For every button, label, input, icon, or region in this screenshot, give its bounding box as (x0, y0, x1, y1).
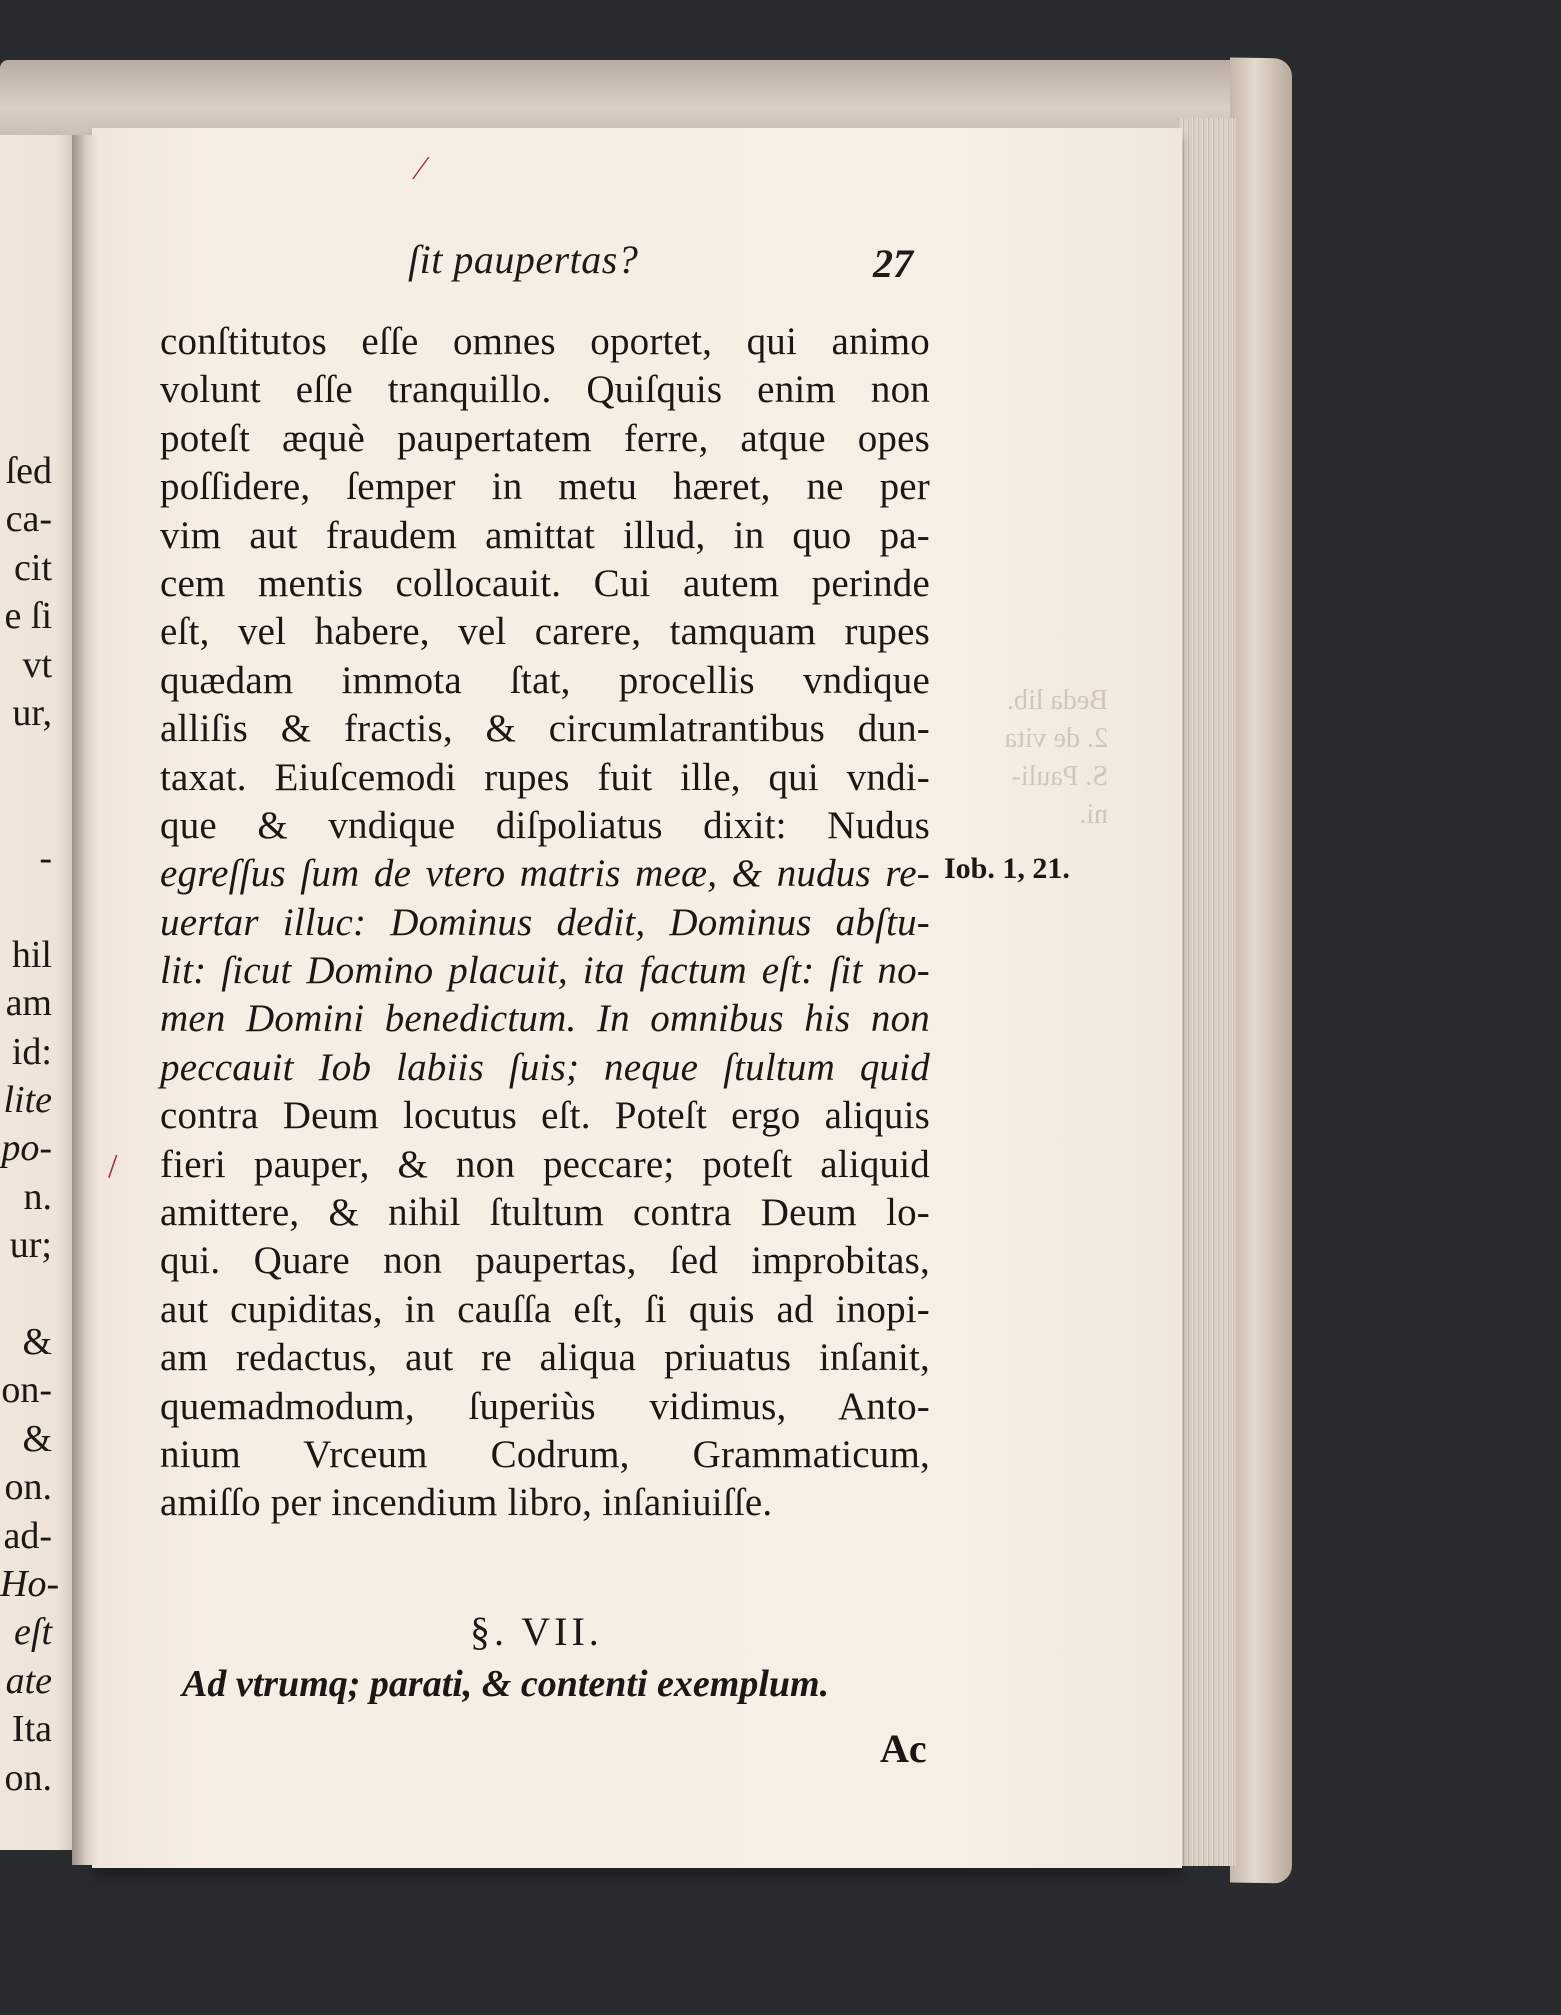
left-fragment: e ſi (4, 595, 52, 638)
text-line: quædam immota ſtat, procellis vndique (160, 658, 930, 702)
text-line: aut cupiditas, in cauſſa eſt, ſi quis ad inopi- (160, 1287, 930, 1331)
text-line: volunt eſſe tranquillo. Quiſquis enim non (160, 368, 930, 412)
left-fragment (0, 883, 52, 931)
left-fragment: on- (1, 1369, 52, 1412)
left-fragment: on. (4, 1466, 52, 1509)
pencil-mark-left: / (108, 1148, 118, 1185)
text-line: uertar illuc: Dominus dedit, Dominus abſtu- (160, 900, 930, 944)
running-head: ſit paupertas? (408, 237, 639, 282)
left-fragment (0, 1270, 52, 1318)
text-line: poſſidere, ſemper in metu hæret, ne per (160, 465, 930, 509)
text-line: amittere, & nihil ſtultum contra Deum lo- (160, 1191, 930, 1235)
left-fragment: ur, (12, 691, 52, 734)
text-line: men Domini benedictum. In omnibus his non (160, 997, 930, 1041)
text-line: nium Vrceum Codrum, Grammaticum, (160, 1432, 930, 1476)
text-line: fieri pauper, & non peccare; poteſt aliquid (160, 1142, 930, 1186)
text-line: cem mentis collocauit. Cui autem perinde (160, 561, 930, 605)
left-fragment: Ita (11, 1708, 52, 1751)
left-page-text-fragments (0, 447, 60, 1867)
text-line: egreſſus ſum de vtero matris meæ, & nudus re- (160, 852, 930, 896)
left-fragment: n. (23, 1175, 52, 1218)
section-title: Ad vtrumq; parati, & contenti exemplum. (182, 1663, 830, 1705)
text-line: quemadmodum, ſuperiùs vidimus, Anto- (160, 1384, 930, 1428)
left-fragment: ur; (9, 1224, 52, 1267)
text-line: poteſt æquè paupertatem ferre, atque opes (160, 416, 930, 460)
left-fragment: cit (14, 546, 52, 589)
left-fragment: vt (22, 643, 52, 686)
text-line: taxat. Eiuſcemodi rupes fuit ille, qui vndi- (160, 755, 930, 799)
left-fragment (0, 786, 52, 834)
left-fragment: eſt (14, 1611, 52, 1654)
left-fragment: ad- (3, 1514, 52, 1557)
text-line: alliſis & fractis, & circumlatrantibus dun- (160, 707, 930, 751)
left-page (0, 135, 82, 1850)
text-line: que & vndique diſpoliatus dixit: Nudus (160, 803, 930, 847)
catchword: Ac (880, 1726, 927, 1771)
text-line: lit: ſicut Domino placuit, ita factum eſt: ſit no- (160, 949, 930, 993)
left-fragment: & (22, 1417, 52, 1460)
text-line: peccauit Iob labiis ſuis; neque ſtultum quid (160, 1045, 930, 1089)
left-fragment: ſed (5, 450, 52, 492)
book-cover-right (1230, 57, 1292, 1883)
left-fragment: lite (3, 1079, 52, 1122)
left-fragment: am (5, 982, 52, 1025)
text-line: amiſſo per incendium libro, inſaniuiſſe. (160, 1481, 773, 1525)
left-fragment: & (22, 1321, 52, 1364)
left-fragment: ate (5, 1659, 52, 1702)
text-line: eſt, vel habere, vel carere, tamquam rupes (160, 610, 930, 654)
book-gutter (72, 135, 98, 1865)
left-fragment: on. (4, 1756, 52, 1799)
text-line: am redactus, aut re aliqua priuatus inſanit, (160, 1336, 930, 1380)
page-number: 27 (873, 241, 913, 286)
left-fragment: id: (11, 1030, 52, 1073)
text-line: vim aut fraudem amittat illud, in quo pa- (160, 513, 930, 557)
left-fragment: Ho- (0, 1562, 60, 1605)
pencil-mark-top: ⁄ (418, 150, 424, 187)
show-through-text: Beda lib. 2. de vita S. Pauli- ni. (1004, 685, 1108, 830)
text-line: conſtitutos eſſe omnes oportet, qui animo (160, 320, 930, 363)
left-fragment: ca- (5, 498, 52, 541)
left-fragment: po- (1, 1127, 52, 1170)
left-fragment (0, 737, 52, 785)
section-mark: §. VII. (470, 1609, 603, 1654)
text-line: contra Deum locutus eſt. Poteſt ergo aliquis (160, 1094, 930, 1138)
page-edges (1178, 118, 1236, 1866)
body-text (160, 318, 930, 1528)
margin-note: Iob. 1, 21. (944, 852, 1070, 885)
left-fragment: hil (11, 933, 52, 976)
left-fragment: - (39, 837, 52, 880)
text-line: qui. Quare non paupertas, ſed improbitas, (160, 1239, 930, 1283)
